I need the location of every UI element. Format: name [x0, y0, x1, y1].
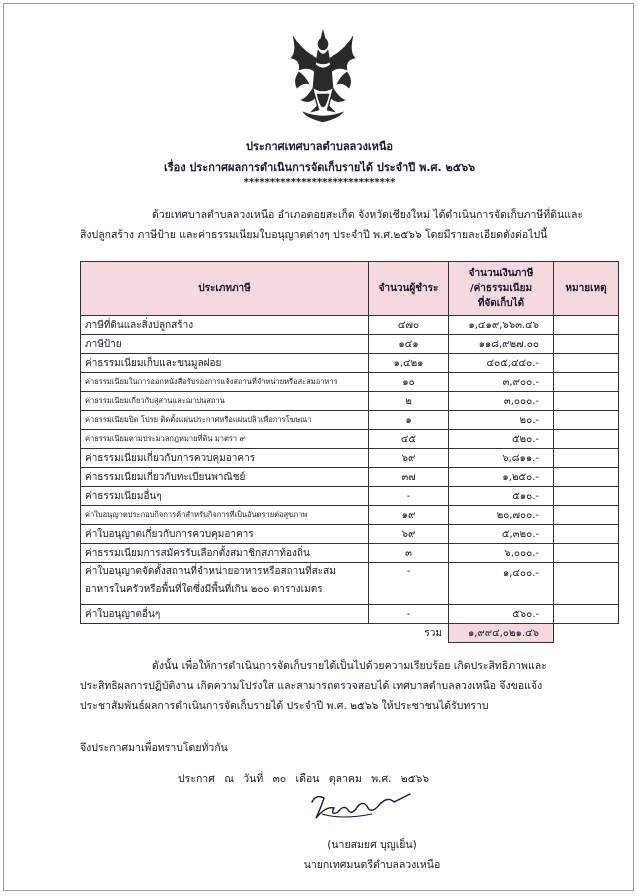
conclusion-line-2: ประสิทธิผลการปฏิบัติงาน เกิดความโปร่งใส และสามารถตรวจสอบได้ เทศบาลตำบลลวงเหนือ จึงขอแจ้ง	[80, 680, 543, 692]
date-line: ประกาศ ณ วันที่ ๓๐ เดือน ตุลาคม พ.ศ. ๒๕๖๖	[178, 773, 429, 785]
row-note	[554, 468, 619, 487]
row-type: ค่าธรรมเนียมในการออกหนังสือรับรองการแจ้งสถานที่จำหน่ายหรือสะสมอาหาร	[81, 373, 369, 392]
row-note	[554, 373, 619, 392]
row-payers: ๑๙	[369, 506, 449, 525]
row-amount: ๕๖๐.-	[449, 605, 554, 624]
row-type: ค่าใบอนุญาตอื่นๆ	[81, 605, 369, 624]
row-note	[554, 605, 619, 624]
row-amount: ๕๑๐.-	[449, 487, 554, 506]
header-payers: จำนวนผู้ชำระ	[369, 262, 449, 316]
header-amount-line-1: จำนวนเงินภาษี	[468, 268, 534, 279]
row-payers: ๔๕	[369, 430, 449, 449]
row-amount: ๓,๙๐๐.-	[449, 373, 554, 392]
announcement-title: ประกาศเทศบาลตำบลลวงเหนือ	[246, 140, 393, 153]
row-note	[554, 506, 619, 525]
row-type: ค่าธรรมเนียมเกี่ยวกับทะเบียนพาณิชย์	[81, 468, 369, 487]
row-note	[554, 411, 619, 430]
row-note	[554, 525, 619, 544]
row-type: ค่าใบอนุญาตเกี่ยวกับการควบคุมอาคาร	[81, 525, 369, 544]
row-payers: ๑	[369, 411, 449, 430]
row-type: ภาษีป้าย	[81, 335, 369, 354]
row-type: ค่าธรรมเนียมเกี่ยวกับสุสานและฌาปนสถาน	[81, 392, 369, 411]
table-row	[81, 544, 619, 563]
row-note	[554, 316, 619, 335]
row-note	[554, 392, 619, 411]
intro-line-2: สิ่งปลูกสร้าง ภาษีป้าย และค่าธรรมเนียมใบอนุญาตต่างๆ ประจำปี พ.ศ.๒๕๖๖ โดยมีรายละเอียดดังต่อไปนี้	[80, 229, 548, 241]
table-row	[81, 468, 619, 487]
announcement-subject: เรื่อง ประกาศผลการดำเนินการจัดเก็บรายได้ ประจำปี พ.ศ. ๒๕๖๖	[163, 161, 476, 174]
row-amount: ๕๒๐.-	[449, 430, 554, 449]
row-amount: ๑,๒๕๐.-	[449, 468, 554, 487]
conclusion-paragraph	[80, 656, 625, 716]
garuda-emblem	[287, 28, 359, 126]
row-note	[554, 563, 619, 605]
row-note	[554, 335, 619, 354]
row-payers: ๑,๔๒๑	[369, 354, 449, 373]
row-amount: ๒๐.-	[449, 411, 554, 430]
row-note	[554, 544, 619, 563]
row-type: ค่าธรรมเนียมเกี่ยวกับการควบคุมอาคาร	[81, 449, 369, 468]
row-amount: ๖,๘๑๑.-	[449, 449, 554, 468]
header-note: หมายเหตุ	[554, 262, 619, 316]
row-payers: ๑๐	[369, 373, 449, 392]
row-amount: ๑,๔๐๐.-	[449, 563, 554, 605]
table-row	[81, 354, 619, 373]
total-row	[81, 624, 619, 643]
table-row	[81, 525, 619, 544]
signer-name: (นายสมยศ บุญเย็น)	[327, 839, 417, 851]
row-note	[554, 487, 619, 506]
row-payers: ๖๙	[369, 449, 449, 468]
row-payers: ๔๗๐	[369, 316, 449, 335]
row-note	[554, 449, 619, 468]
table-row	[81, 316, 619, 335]
signer-position: นายกเทศมนตรีตำบลลวงเหนือ	[303, 859, 441, 871]
row-amount: ๕,๓๒๐.-	[449, 525, 554, 544]
header-amount-line-3: ที่จัดเก็บได้	[477, 298, 525, 309]
header-amount	[449, 262, 554, 316]
total-label: รวม	[424, 627, 442, 639]
row-type: ค่าธรรมเนียมเก็บและขนมูลฝอย	[81, 354, 369, 373]
row-type: ค่าใบอนุญาตจัดตั้งสถานที่จำหน่ายอาหารหรือสถานที่สะสมอาหารในครัวหรือพื้นที่ใดซึ่งมีพื้นที่เกิน ๒๐๐ ตารางเมตร	[81, 563, 369, 605]
row-payers: -	[369, 563, 449, 605]
revenue-table	[80, 261, 619, 643]
row-payers: ๒	[369, 392, 449, 411]
table-row	[81, 563, 619, 605]
row-amount: ๑๑๘,๙๒๗.๐๐	[449, 335, 554, 354]
table-row	[81, 392, 619, 411]
announce-line: จึงประกาศมาเพื่อทราบโดยทั่วกัน	[80, 742, 228, 754]
table-row	[81, 449, 619, 468]
row-payers: -	[369, 605, 449, 624]
row-payers: ๖๙	[369, 525, 449, 544]
row-payers: -	[369, 487, 449, 506]
table-row	[81, 411, 619, 430]
row-type: ค่าธรรมเนียมตามประมวลกฎหมายที่ดิน มาตรา ๙	[81, 430, 369, 449]
table-row	[81, 373, 619, 392]
row-type: ค่าธรรมเนียมปิด โปรย ติดตั้งแผ่นประกาศหรือแผ่นปลิวเพื่อการโฆษณา	[81, 411, 369, 430]
table-row	[81, 487, 619, 506]
signature-image	[302, 788, 418, 828]
row-payers: ๓๗	[369, 468, 449, 487]
table-row	[81, 335, 619, 354]
row-type: ค่าใบอนุญาตประกอบกิจการค้าสำหรับกิจการที่เป็นอันตรายต่อสุขภาพ	[81, 506, 369, 525]
total-amount: ๑,๙๙๔,๐๒๑.๔๖	[449, 624, 554, 643]
row-payers: ๓	[369, 544, 449, 563]
row-amount: ๒๐,๗๐๐.-	[449, 506, 554, 525]
row-payers: ๑๔๑	[369, 335, 449, 354]
conclusion-line-1: ดังนั้น เพื่อให้การดำเนินการจัดเก็บรายได้เป็นไปด้วยความเรียบร้อย เกิดประสิทธิภาพและ	[152, 660, 547, 672]
table-header-row	[81, 262, 619, 316]
row-type: ค่าธรรมเนียมอื่นๆ	[81, 487, 369, 506]
header-tax-type: ประเภทภาษี	[81, 262, 369, 316]
row-amount: ๔๐๕,๔๔๐.-	[449, 354, 554, 373]
row-note	[554, 430, 619, 449]
header-amount-line-2: /ค่าธรรมเนียม	[469, 283, 533, 294]
table-row	[81, 430, 619, 449]
row-type: ค่าธรรมเนียมการสมัครรับเลือกตั้งสมาชิกสภาท้องถิ่น	[81, 544, 369, 563]
row-amount: ๑,๔๑๙,๖๖๓.๔๖	[449, 316, 554, 335]
intro-paragraph	[80, 205, 620, 245]
title-separator: *****************************	[243, 177, 396, 188]
conclusion-line-3: ประชาสัมพันธ์ผลการดำเนินการจัดเก็บรายได้ ประจำปี พ.ศ. ๒๕๖๖ ให้ประชาชนได้รับทราบ	[80, 700, 489, 712]
row-type: ภาษีที่ดินและสิ่งปลูกสร้าง	[81, 316, 369, 335]
intro-line-1: ด้วยเทศบาลตำบลลวงเหนือ อำเภอดอยสะเก็ด จังหวัดเชียงใหม่ ได้ดำเนินการจัดเก็บภาษีที่ดินและ	[152, 209, 584, 221]
row-amount: ๓,๐๐๐.-	[449, 392, 554, 411]
table-row	[81, 506, 619, 525]
row-note	[554, 354, 619, 373]
total-blank	[554, 624, 619, 643]
table-row	[81, 605, 619, 624]
row-amount: ๖,๐๐๐.-	[449, 544, 554, 563]
